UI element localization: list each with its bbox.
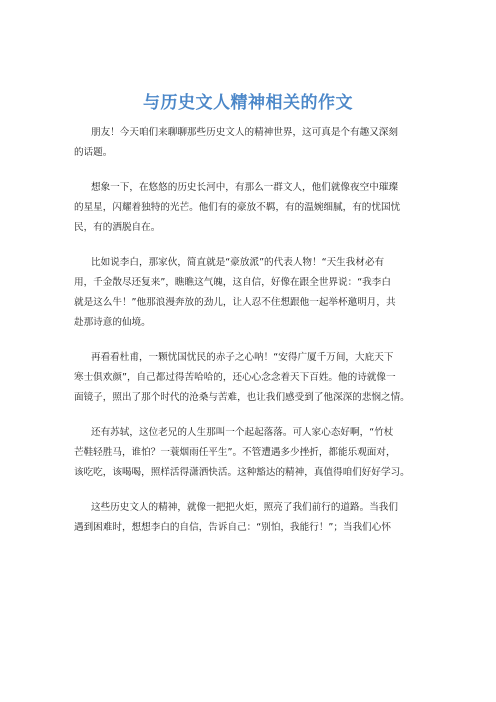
paragraph-3-line-3: 就是这么牛！”他那浪漫奔放的劲儿，让人忍不住想跟他一起举杯邀明月，共 <box>74 297 396 308</box>
paragraph-1-line-2: 的话题。 <box>74 147 113 158</box>
paragraph-3-line-4: 赴那诗意的仙境。 <box>74 317 151 328</box>
paragraph-2-line-1: 想象一下，在悠悠的历史长河中，有那么一群文人，他们就像夜空中璀璨 <box>91 182 398 193</box>
document-title: 与历史文人精神相关的作文 <box>143 93 353 113</box>
paragraph-2-line-2: 的星星，闪耀着独特的光芒。他们有的豪放不羁，有的温婉细腻，有的忧国忧 <box>74 202 401 213</box>
paragraph-2-line-3: 民，有的洒脱自在。 <box>74 222 161 233</box>
paragraph-1-line-1: 朋友！今天咱们来聊聊那些历史文人的精神世界，这可真是个有趣又深刻 <box>91 127 398 138</box>
paragraph-4-line-2: 寒士俱欢颜”，自己都过得苦哈哈的，还心心念念着天下百姓。他的诗就像一 <box>74 372 396 383</box>
paragraph-4-line-1: 再看看杜甫，一颗忧国忧民的赤子之心呐！“安得广厦千万间，大庇天下 <box>91 352 394 363</box>
paragraph-3-line-2: 用，千金散尽还复来”，瞧瞧这气魄，这自信，好像在跟全世界说：“我李白 <box>74 277 391 288</box>
paragraph-6-line-1: 这些历史文人的精神，就像一把把火炬，照亮了我们前行的道路。当我们 <box>91 502 398 513</box>
paragraph-5-line-1: 还有苏轼，这位老兄的人生那叫一个起起落落。可人家心态好啊，“竹杖 <box>91 427 394 438</box>
paragraph-4-line-3: 面镜子，照出了那个时代的沧桑与苦难，也让我们感受到了他深深的悲悯之情。 <box>74 392 410 403</box>
paragraph-3-line-1: 比如说李白，那家伙，简直就是“豪放派”的代表人物！“天生我材必有 <box>91 257 385 268</box>
paragraph-6-line-2: 遇到困难时，想想李白的自信，告诉自己：“别怕，我能行！”；当我们心怀 <box>74 522 391 533</box>
paragraph-5-line-2: 芒鞋轻胜马，谁怕？一蓑烟雨任平生”。不管遭遇多少挫折，都能乐观面对， <box>74 447 396 458</box>
paragraph-5-line-3: 该吃吃，该喝喝，照样活得潇洒快活。这种豁达的精神，真值得咱们好好学习。 <box>74 467 410 478</box>
